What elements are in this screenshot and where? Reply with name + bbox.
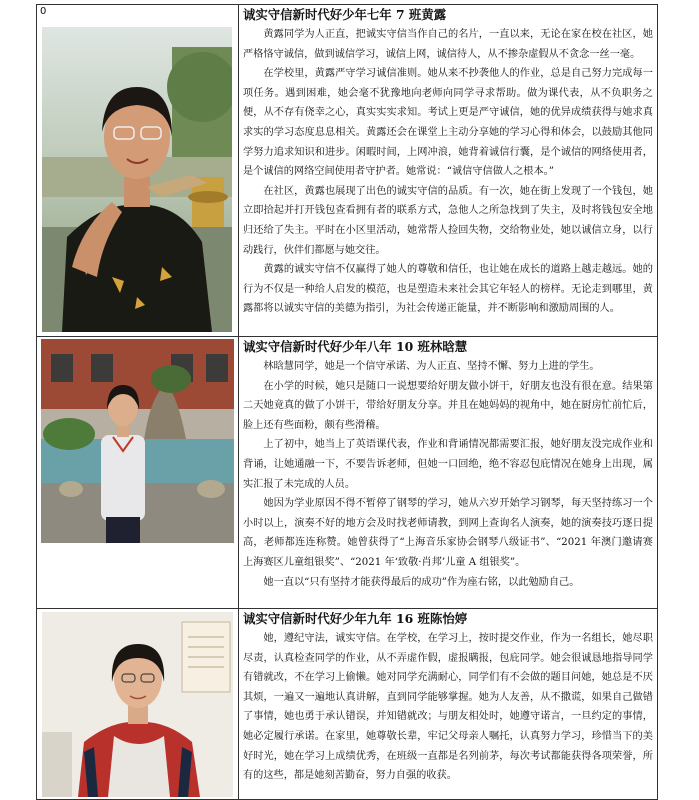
photo-cell [37,337,239,608]
entry-text [239,337,657,608]
entry-title: 诚实守信新时代好少年七年 7 班黄露 [243,7,447,22]
table-row [37,609,657,799]
student-photo-huanglu [42,27,232,332]
entry-paragraph: 上了初中，她当上了英语课代表，作业和背诵情况都需要汇报，她好朋友没完成作业和背诵，让她通融一下，不要告诉老师，但她一口回绝，绝不容忍包庇情况在她身上出现，属实汇报了未完成的人员。 [243,439,653,490]
entry-paragraph: 黄露同学为人正直，把诚实守信当作自己的名片，一直以来，无论在家在校在社区，她严格恪守诚信，做到诚信学习，诚信上网，诚信待人，从不掺杂虚假从不贪念一丝一毫。 [243,29,653,60]
entry-paragraph: 她，遵纪守法，诚实守信。在学校，在学习上，按时提交作业，作为一名组长，她尽职尽责，认真检查同学的作业，从不弄虚作假，虚报瞒报，包庇同学。她会很诚恳地指导同学有错就改，不在学习上偷懒。她对同学充满耐心，同学们有不会做的题目问她，她总是不厌其烦，一遍又一遍地认真讲解，直到同学能够掌握。她为人友善，从不撒谎，如果自己做错了事情，她也勇于承认错误，并知错就改；与朋友相处时，她遵守诺言，一旦约定的事情，她必定履行承诺。在家里，她尊敬长辈，牢记父母亲人嘱托，认真努力学习，珍惜当下的美好时光，她在学习上成绩优秀，在班级一直都是名列前茅，每次考试都能获得各项荣誉，所有的这些，都是她刻苦勤奋，努力自强的收获。 [243,633,653,782]
entry-text [239,609,657,799]
entry-title: 诚实守信新时代好少年八年 10 班林晗慧 [243,339,468,354]
entry-paragraph: 黄露的诚实守信不仅赢得了她人的尊敬和信任，也让她在成长的道路上越走越远。她的行为不仅是一种给人启发的模范，也是塑造未来社会其它年轻人的榜样。无论走到哪里，黄露都将以诚实守信的美德为指引，为社会传递正能量，并不断影响和激励周围的人。 [243,264,653,315]
entry-paragraph: 在学校里，黄露严守学习诚信准则。她从来不抄袭他人的作业，总是自己努力完成每一项任务。遇到困难，她会毫不犹豫地向老师向同学寻求帮助。做为课代表，从不负职务之便，从不存有侥幸之心，真实实实求知。考试上更是严守诚信，她的优异成绩获得与她求真求实的学习态度息息相关。黄露还会在课堂上主动分享她的学习心得和体会，以鼓励其他同学努力追求知识和进步。闲暇时间，上网冲浪，她背着诚信行囊，是个诚信的网络使用者，是个诚信的网络空间使用者守护者。她常说：“诚信守信做人之根本。” [243,68,653,178]
photo-cell [37,609,239,799]
row-index: 0 [40,6,47,17]
entry-paragraph: 在小学的时候，她只是随口一说想要给好朋友做小饼干，好朋友也没有很在意。结果第二天她竟真的做了小饼干，带给好朋友分享。并且在她妈妈的视角中，她在厨房忙前忙后，脸上还有些面粉，颇有些滑稽。 [243,380,653,431]
table-row [37,5,657,337]
entry-title: 诚实守信新时代好少年九年 16 班陈怡婷 [243,611,468,626]
entry-paragraph: 林晗慧同学，她是一个信守承诺、为人正直、坚持不懈、努力上进的学生。 [263,361,600,372]
entry-text [239,5,657,336]
entry-paragraph: 她因为学业原因不得不暂停了钢琴的学习，她从六岁开始学习钢琴，每天坚持练习一个小时以上，演奏不好的地方会及时找老师请教，到网上查询名人演奏，她的演奏技巧逐日提高，老师都连连称赞。她曾获得了“上海音乐家协会钢琴八级证书”、“2021 年澳门邀请赛上海赛区儿童组银奖”、“2021 年‘致敬·肖邦’儿童 A 组银奖”。 [243,498,653,568]
photo-cell [37,5,239,336]
student-photo-chenyiting [42,612,233,797]
honor-table [36,4,658,800]
entry-paragraph: 在社区，黄露也展现了出色的诚实守信的品质。有一次，她在街上发现了一个钱包，她立即拾起并打开钱包查看拥有者的联系方式，急他人之所急找到了失主，及时将钱包安全地归还给了失主。平时在小区里活动，她常帮人捡回失物，交给物业处，她以诚信立身，以行动践行，伙伴们都愿与她交往。 [243,185,653,256]
student-photo-linhanhui [41,339,234,544]
entry-paragraph: 她一直以“只有坚持才能获得最后的成功”作为座右铭，以此勉励自己。 [263,576,580,588]
table-row [37,337,657,609]
